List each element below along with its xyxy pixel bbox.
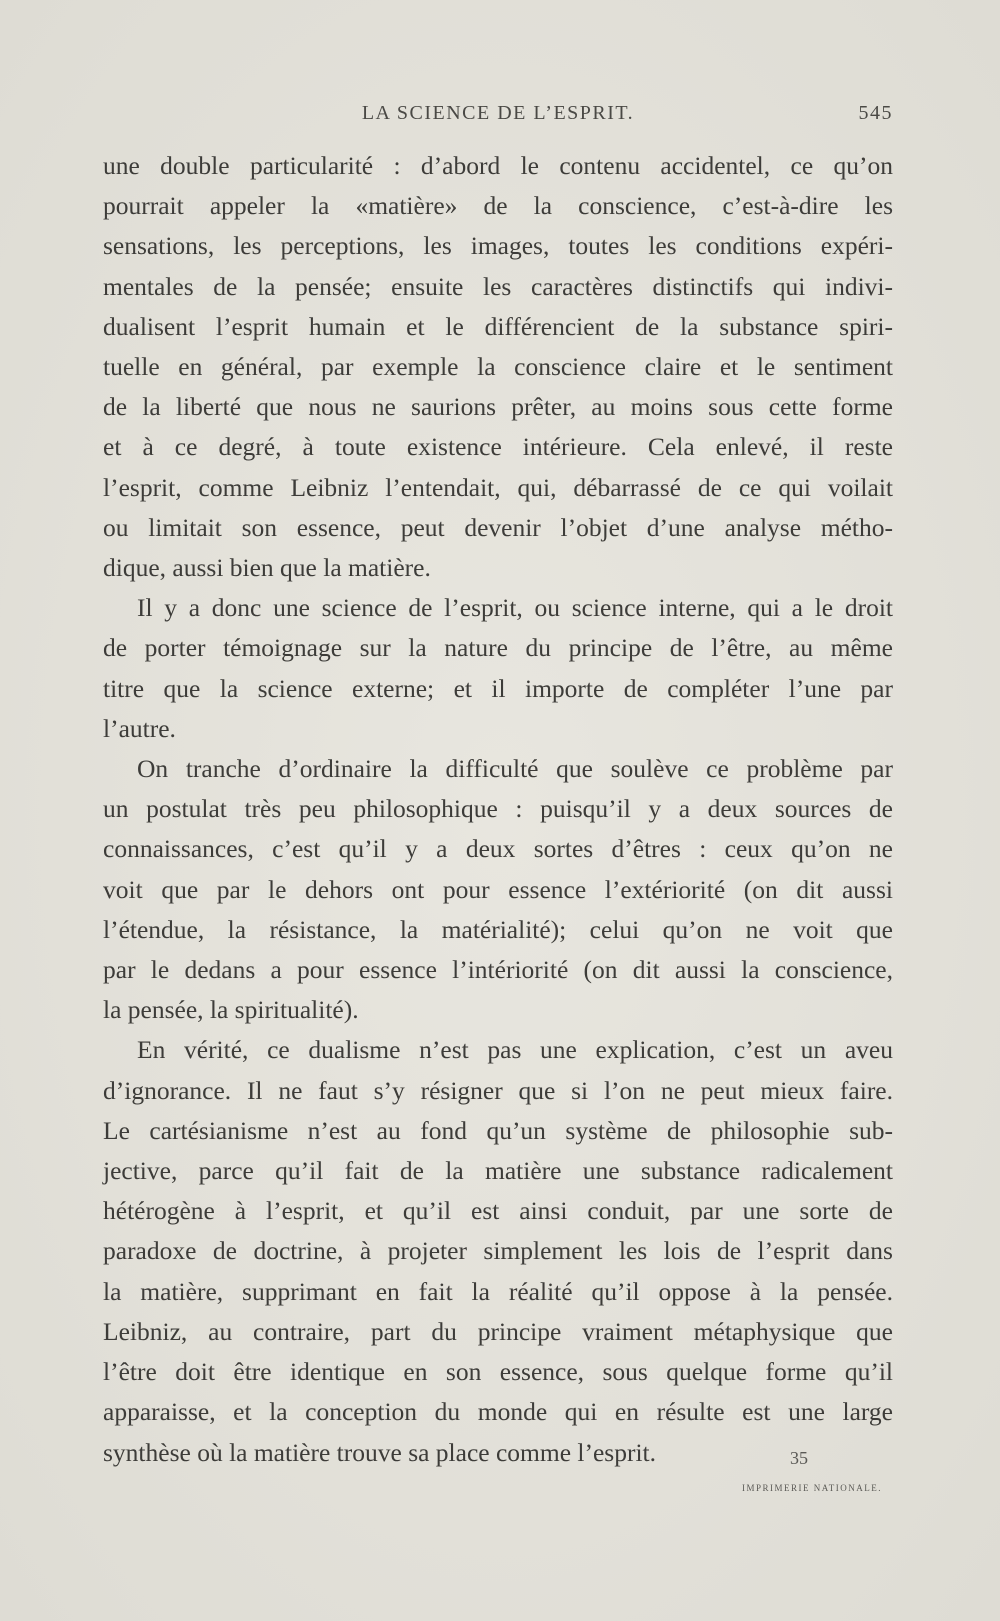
text-line: la pensée, la spiritualité). [103,995,359,1025]
text-line: l’être doit être identique en son essence, sous quelque forme qu’il [103,1357,893,1387]
text-line: l’esprit, comme Leibniz l’entendait, qui, débarrassé de ce qui voilait [103,472,893,502]
text-line: synthèse où la matière trouve sa place comme l’esprit. [103,1437,657,1467]
text-line: Il y a donc une science de l’esprit, ou science interne, qui a le droit [137,593,893,623]
text-line: paradoxe de doctrine, à projeter simplement les lois de l’esprit dans [103,1236,893,1266]
text-line: connaissances, c’est qu’il y a deux sortes d’êtres : ceux qu’on ne [103,834,893,864]
text-line: l’étendue, la résistance, la matérialité); celui qu’on ne voit que [103,914,893,944]
text-line: ou limitait son essence, peut devenir l’objet d’une analyse métho- [103,512,893,542]
text-line: dualisent l’esprit humain et le différencient de la substance spiri- [103,311,893,341]
text-line: voit que par le dehors ont pour essence l’extériorité (on dit aussi [103,874,893,904]
text-line: Leibniz, au contraire, part du principe vraiment métaphysique que [103,1316,893,1346]
text-line: de porter témoignage sur la nature du principe de l’être, au même [103,633,893,663]
text-line: pourrait appeler la «matière» de la conscience, c’est-à-dire les [103,191,893,221]
text-line: En vérité, ce dualisme n’est pas une explication, c’est un aveu [137,1035,893,1065]
page-number: 545 [858,102,893,124]
printer-imprint: IMPRIMERIE NATIONALE. [742,1483,882,1493]
text-line: jective, parce qu’il fait de la matière une substance radicalement [103,1156,893,1186]
text-line: une double particularité : d’abord le contenu accidentel, ce qu’on [103,151,893,180]
text-line: tuelle en général, par exemple la conscience claire et le sentiment [103,352,893,382]
text-line: apparaisse, et la conception du monde qui en résulte est une large [103,1397,893,1427]
text-line: hétérogène à l’esprit, et qu’il est ainsi conduit, par une sorte de [103,1196,893,1226]
text-line: et à ce degré, à toute existence intérieure. Cela enlevé, il reste [103,432,893,462]
text-line: Le cartésianisme n’est au fond qu’un système de philosophie sub- [103,1115,893,1145]
text-line: un postulat très peu philosophique : puisqu’il y a deux sources de [103,794,893,824]
text-line: On tranche d’ordinaire la difficulté que soulève ce problème par [137,754,893,784]
text-line: mentales de la pensée; ensuite les caractères distinctifs qui indivi- [103,271,893,301]
text-line: dique, aussi bien que la matière. [103,553,431,583]
text-line: la matière, supprimant en fait la réalité qu’il oppose à la pensée. [103,1276,893,1306]
text-line: par le dedans a pour essence l’intériorité (on dit aussi la conscience, [103,955,893,985]
page-header [103,102,893,132]
text-line: l’autre. [103,713,176,743]
text-line: sensations, les perceptions, les images, toutes les conditions expéri- [103,231,893,261]
text-line: de la liberté que nous ne saurions prêter, au moins sous cette forme [103,392,893,422]
text-line: titre que la science externe; et il importe de compléter l’une par [103,673,893,703]
running-title: LA SCIENCE DE L’ESPRIT. [361,102,635,124]
text-line: d’ignorance. Il ne faut s’y résigner que si l’on ne peut mieux faire. [103,1075,893,1105]
body-text [103,146,893,1473]
signature-mark: 35 [790,1448,808,1468]
